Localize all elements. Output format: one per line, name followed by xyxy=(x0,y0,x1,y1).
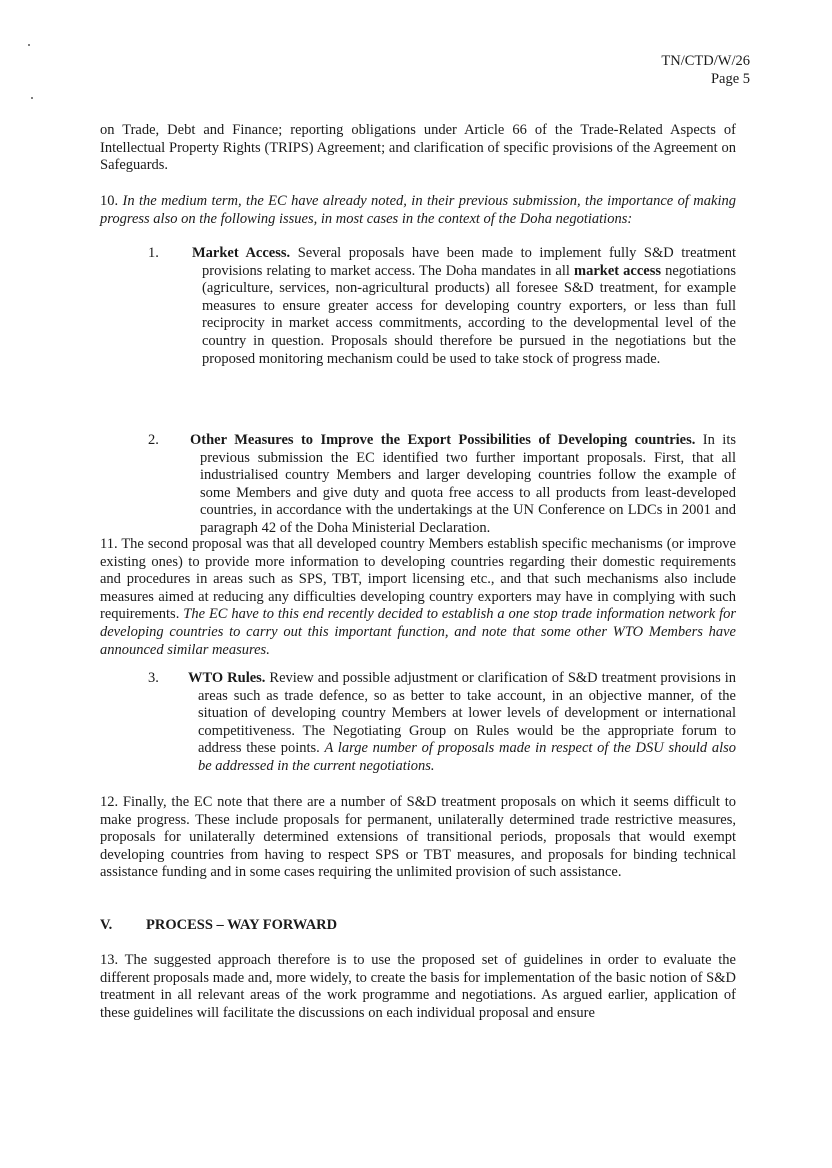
paragraph-number: 11. xyxy=(100,536,118,552)
paragraph-12 xyxy=(100,794,736,882)
list-item-title: Market Access. xyxy=(192,245,291,261)
scan-speck xyxy=(31,97,33,99)
section-number: V. xyxy=(100,917,113,933)
list-item-title: Other Measures to Improve the Export Possibilities of Developing countries. xyxy=(190,432,696,448)
page-number: Page 5 xyxy=(710,71,750,87)
list-number: 3. xyxy=(148,670,159,686)
paragraph-number: 10. xyxy=(100,193,119,209)
paragraph-10 xyxy=(100,193,736,228)
list-item-italic-text: A large number of proposals made in respect of the DSU should also be addressed in the current negotiations. xyxy=(198,740,736,774)
list-number: 2. xyxy=(148,432,159,448)
page-header xyxy=(661,52,750,88)
section-title: PROCESS – WAY FORWARD xyxy=(146,917,338,933)
document-page: TN/CTD/W/26 Page 5 on Trade, Debt and Finance; reporting obligations under Article 66 of the Trade-Related Aspects of Intellectual Property Rights (TRIPS) Agreement; and clarification of specific provisions of the Agreement on Safeguards. 10. In the medium term, the EC have already noted, in their previous submission, the importance of making progress also on the following issues, in most cases in the context of the Doha negotiations: 1. Market Access. Several proposals have been made to implement fully S&D treatment provisions relating to market access. The Doha mandates in all market access negotiations (agriculture, services, non-agricultural products) all foresee S&D treatment, for example measures to ensure greater access for developing country exporters, or less than full reciprocity in market access commitments, according to the developmental level of the country in question. Proposals should therefore be pursued in the negotiations but the proposed monitoring mechanism could be used to take stock of progress made. 2. Other Measures to Improve the Export Possibilities of Developing countries. In its previous submission the EC identified two further important proposals. First, that all industrialised country Members and larger developing countries follow the example of some Members and give duty and quota free access to all products from least-developed countries, in accordance with the undertakings at the UN Conference on LDCs in 2001 and paragraph 42 of the Doha Ministerial Declaration. 11. The second proposal was that all developed country Members establish specific mechanisms (or improve existing ones) to provide more information to developing countries regarding their domestic requirements and procedures in areas such as SPS, TBT, import licensing etc., and that such mechanisms also include measures aimed at reducing any difficulties developing country exporters may have in complying with such requirements. The EC have to this end recently decided to establish a one stop trade information network for developing countries to carry out this important function, and note that some other WTO Members have announced similar measures. 3. WTO Rules. Review and possible adjustment or clarification of S&D treatment provisions in areas such as trade defence, so as better to take account, in an objective manner, of the situation of developing country Members at lower levels of development or international competitiveness. The Negotiating Group on Rules would be the appropriate forum to address these points. A large number of proposals made in respect of the DSU should also be addressed in the current negotiations. 12. Finally, the EC note that there are a number of S&D treatment proposals on which it seems difficult to make progress. These include proposals for permanent, unilaterally determined trade restrictive measures, proposals for unilaterally determined extensions of transitional periods, proposals that would exempt developing countries from having to respect SPS or TBT measures, and proposals for binding technical assistance funding and in some cases requiring the unlimited provision of such assistance. V. PROCESS – WAY FORWARD 13. The suggested approach therefore is to use the proposed set of guidelines in order to evaluate the different proposals made and, more widely, to create the basis for implementation of the basic notion of S&D treatment in all relevant areas of the work programme and negotiations. As argued earlier, application of these guidelines will facilitate the discussions on each individual proposal and ensure xyxy=(0,0,832,1168)
paragraph-text: Finally, the EC note that there are a number of S&D treatment proposals on which it seems difficult to make progress. These include proposals for permanent, unilaterally determined trade restrictive measures, proposals for unilaterally determined extensions of transitional periods, proposals that would exempt developing countries from having to respect SPS or TBT measures, and proposals for binding technical assistance funding and in some cases requiring the unlimited provision of such assistance. xyxy=(100,794,736,881)
paragraph-number: 13. xyxy=(100,952,119,968)
list-number: 1. xyxy=(148,245,159,261)
paragraph-text: In the medium term, the EC have already noted, in their previous submission, the importance of making progress also on the following issues, in most cases in the context of the Doha negotiations: xyxy=(100,193,736,227)
section-heading xyxy=(100,917,337,934)
paragraph-number: 12. xyxy=(100,794,119,810)
paragraph-13 xyxy=(100,952,736,1022)
paragraph-text: The second proposal was that all developed country Members establish specific mechanisms (or improve existing ones) to provide more information to developing countries regarding their domestic requirements and procedures in areas such as SPS, TBT, import licensing etc., and that such mechanisms also include measures aimed at reducing any difficulties developing country exporters may have in complying with such requirements. xyxy=(100,536,736,623)
bold-term: market access xyxy=(574,262,662,279)
paragraph-11 xyxy=(100,536,736,659)
paragraph-continuation: on Trade, Debt and Finance; reporting obligations under Article 66 of the Trade-Related Aspects of Intellectual Property Rights (TRIPS) Agreement; and clarification of specific provisions of the Agreement on Safeguards. xyxy=(100,122,736,174)
list-item-title: WTO Rules. xyxy=(188,670,266,686)
paragraph-text: The suggested approach therefore is to use the proposed set of guidelines in order to evaluate the different proposals made and, more widely, to create the basis for implementation of the basic notion of S&D treatment in all relevant areas of the work programme and negotiations. As argued earlier, application of these guidelines will facilitate the discussions on each individual proposal and ensure xyxy=(100,952,736,1021)
scan-speck xyxy=(28,44,30,46)
document-symbol: TN/CTD/W/26 xyxy=(661,53,750,69)
paragraph-italic-text: The EC have to this end recently decided to establish a one stop trade information network for developing countries to carry out this important function, and note that some other WTO Members have announced similar measures. xyxy=(100,606,737,658)
